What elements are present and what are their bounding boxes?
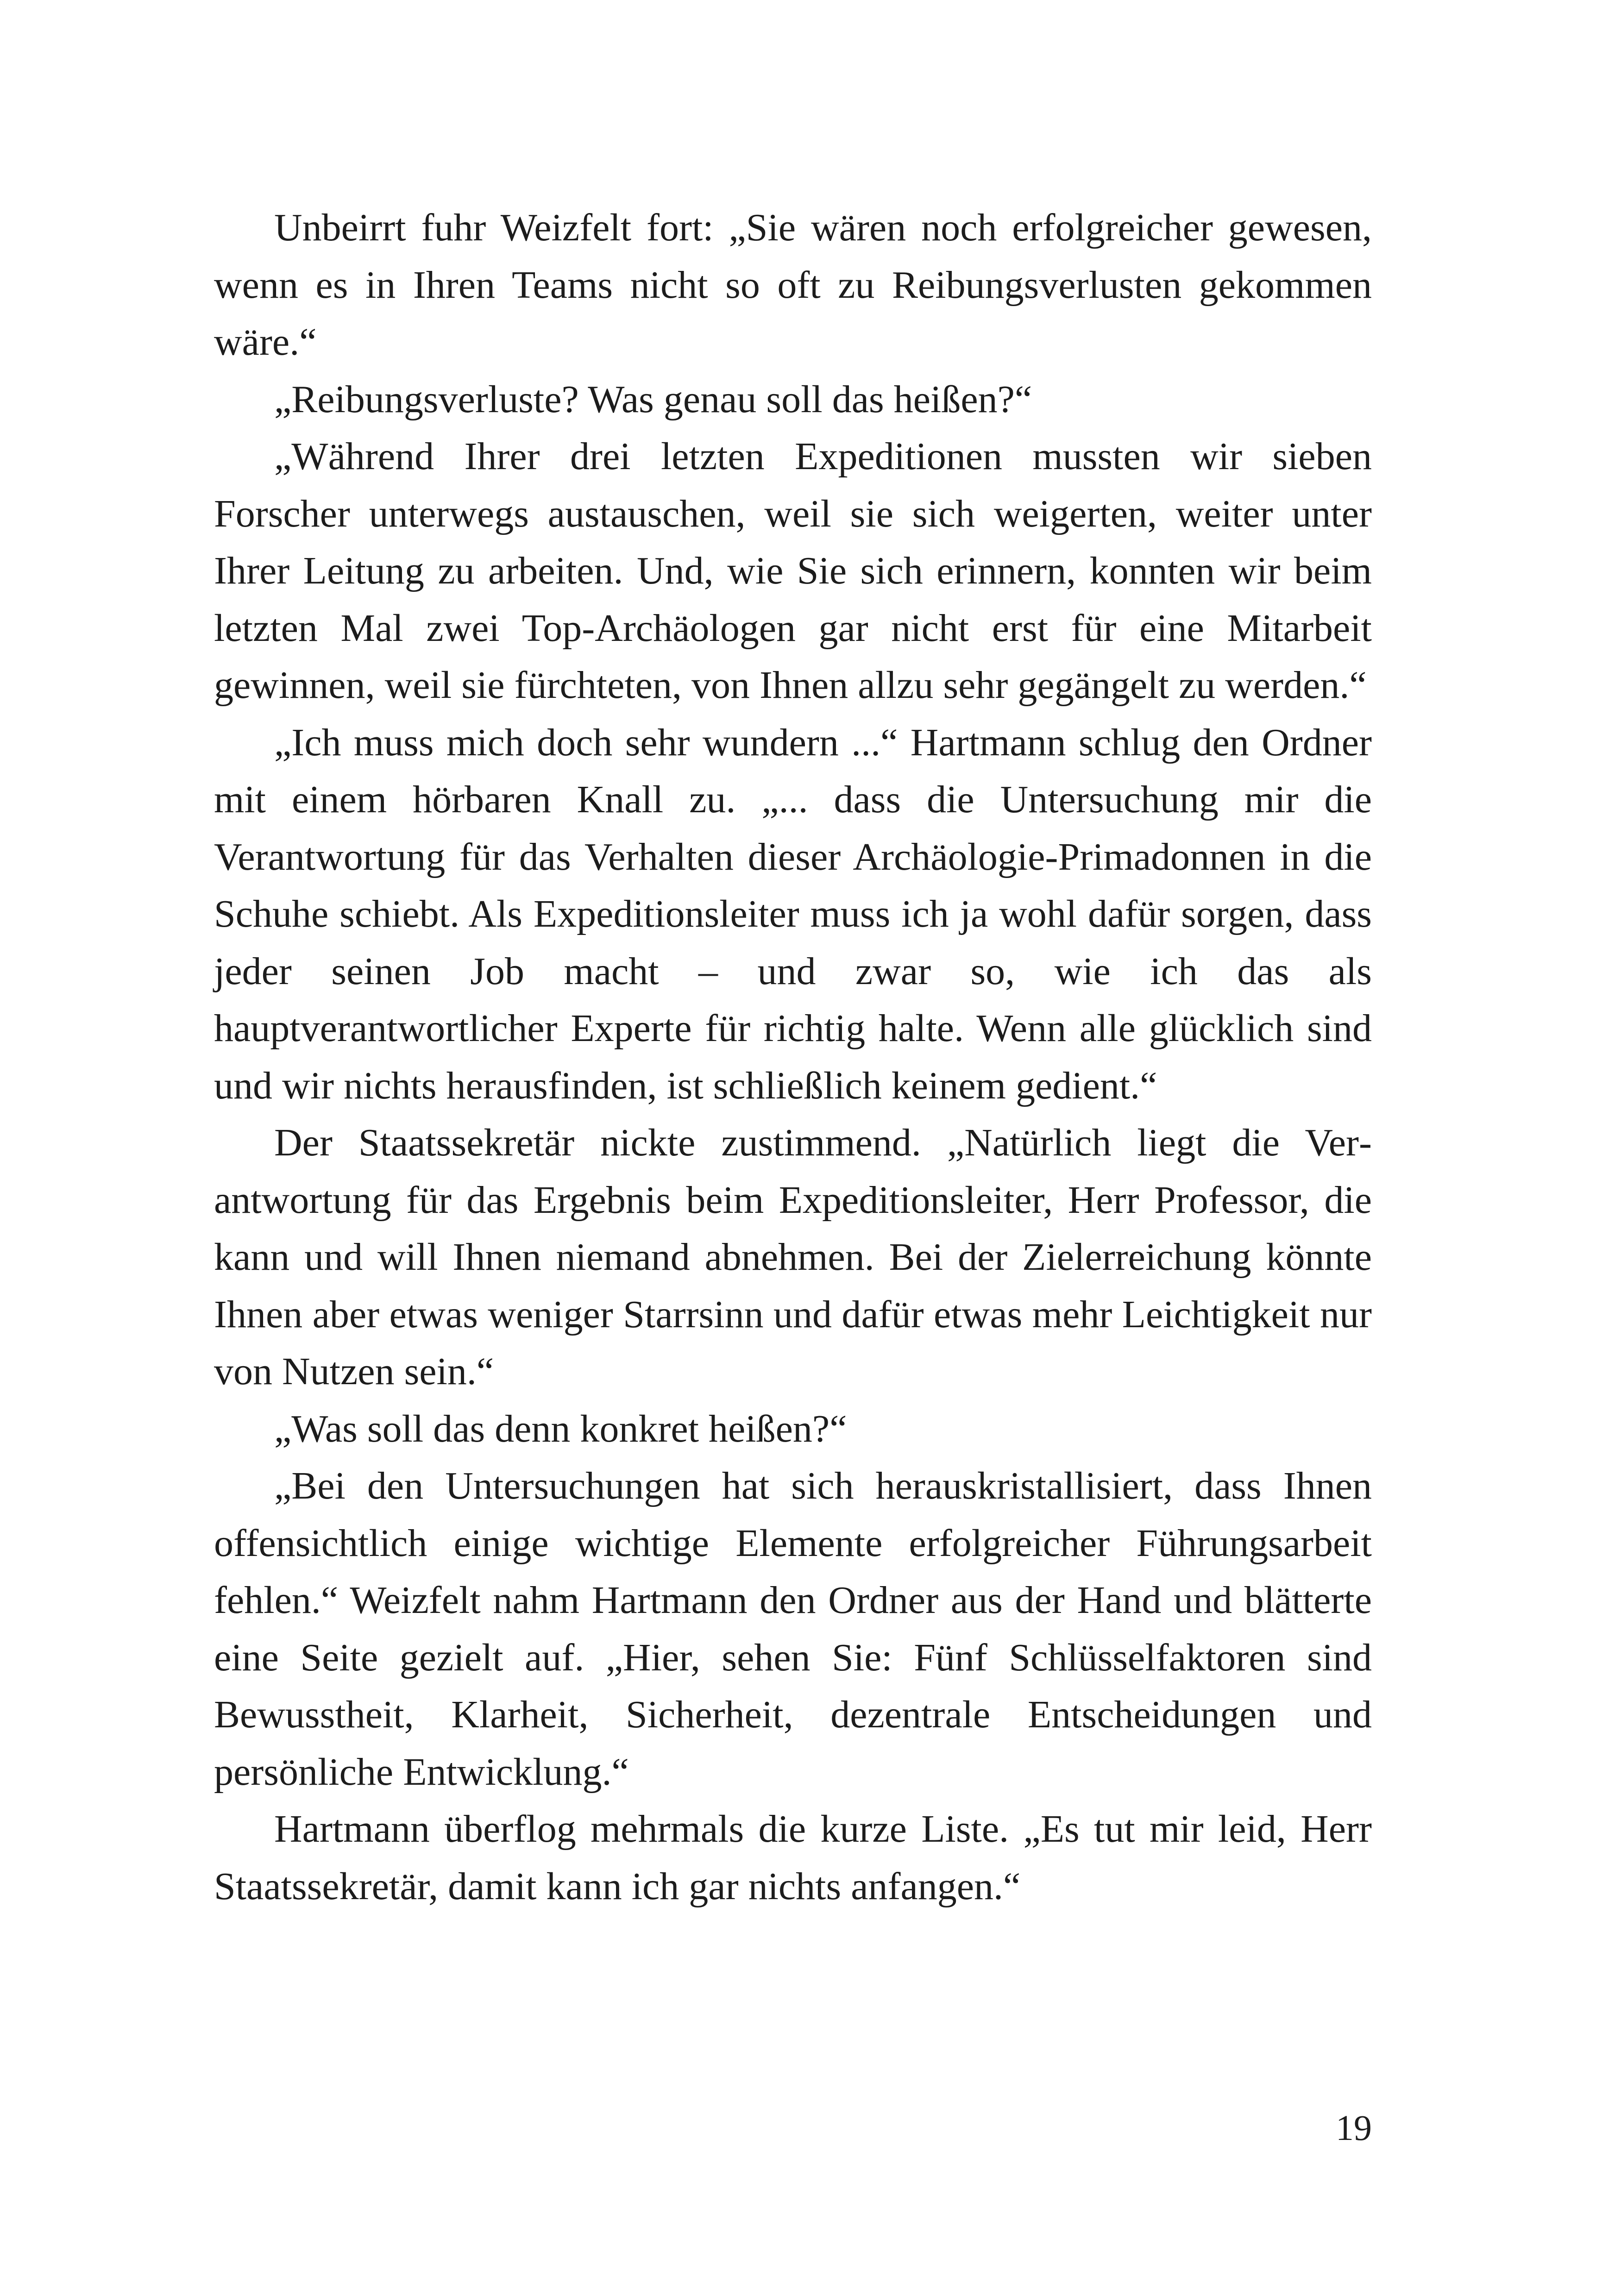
paragraph-7: „Bei den Untersuchungen hat sich herauskristallisiert, dass Ihnen offensichtlich einige wichtige Elemente erfolgreicher Führungsarbeit fehlen.“ Weizfelt nahm Hartmann den Ordner aus der Hand und blätterte eine Seite gezielt auf. „Hier, sehen Sie: Fünf Schlüsselfaktoren sind Bewusstheit, Klarheit, Sicherheit, dezentrale Entscheidungen und persönliche Entwicklung.“ <box>214 1464 1372 1794</box>
paragraph-1: Unbeirrt fuhr Weizfelt fort: „Sie wären noch erfolgreicher gewesen, wenn es in Ihren Teams nicht so oft zu Reibungsverlusten gekommen wäre.“ <box>214 206 1372 364</box>
paragraph-3: „Während Ihrer drei letzten Expeditionen mussten wir sieben Forscher unterwegs austauschen, weil sie sich weigerten, weiter unter Ihrer Leitung zu arbeiten. Und, wie Sie sich erinnern, konnten wir beim letzten Mal zwei Top-Archäologen gar nicht erst für eine Mitarbeit gewinnen, weil sie fürchteten, von Ihnen allzu sehr gegängelt zu werden.“ <box>214 435 1372 707</box>
paragraph-8: Hartmann überflog mehrmals die kurze Liste. „Es tut mir leid, Herr Staatssekretär, damit kann ich gar nichts anfangen.“ <box>214 1807 1372 1908</box>
paragraph-4: „Ich muss mich doch sehr wundern ...“ Hartmann schlug den Ordner mit einem hörbaren Knall zu. „... dass die Untersuchung mir die Verantwortung für das Verhalten dieser Archäologie-Primadonnen in die Schuhe schiebt. Als Expeditionsleiter muss ich ja wohl dafür sorgen, dass jeder seinen Job macht – und zwar so, wie ich das als hauptverantwortlicher Experte für richtig halte. Wenn alle glücklich sind und wir nichts herausfinden, ist schließlich keinem gedient.“ <box>214 721 1372 1107</box>
body-text <box>214 199 1372 1915</box>
paragraph-2: „Reibungsverluste? Was genau soll das heißen?“ <box>274 377 1032 421</box>
paragraph-5: Der Staatssekretär nickte zustimmend. „Natürlich liegt die Verantwortung für das Ergebnis beim Expeditionsleiter, Herr Professor, die kann und will Ihnen niemand abnehmen. Bei der Zielerreichung könnte Ihnen aber etwas weniger Starrsinn und dafür etwas mehr Leichtigkeit nur von Nutzen sein.“ <box>214 1121 1372 1393</box>
paragraph-6: „Was soll das denn konkret heißen?“ <box>274 1407 847 1450</box>
page-number: 19 <box>1336 2108 1372 2148</box>
